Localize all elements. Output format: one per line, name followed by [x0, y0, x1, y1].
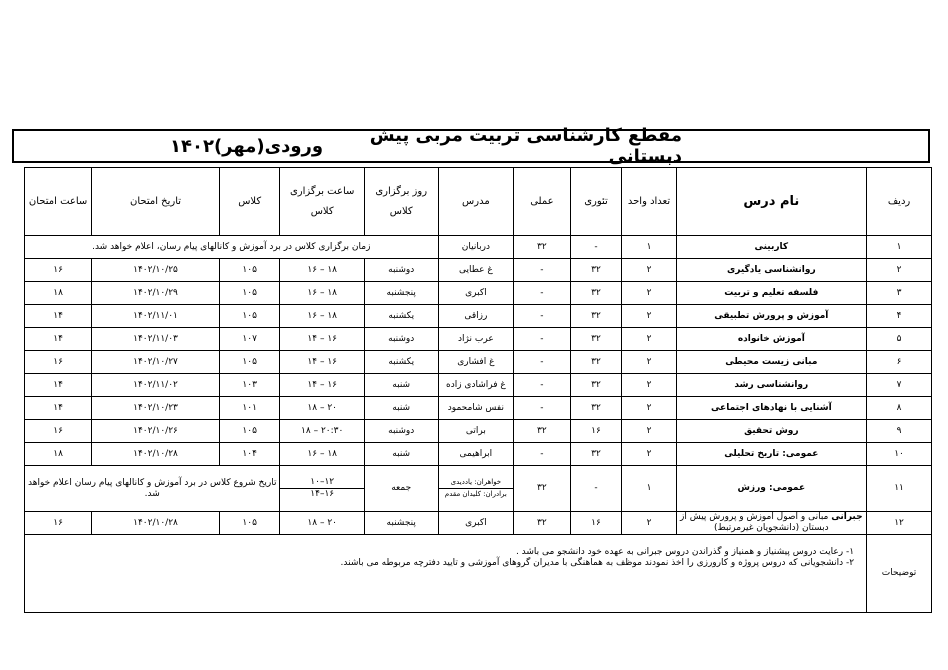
- teacher: براتی: [438, 420, 514, 443]
- course-name: روانشناسی یادگیری: [676, 259, 866, 282]
- class-room: ۱۰۵: [219, 512, 280, 535]
- course-name: مبانی زیست محیطی: [676, 351, 866, 374]
- note-line-2: ۲- دانشجویانی که دروس پروژه و کارورزی را اخذ نمودند موظف به هماهنگی با مدیران گروهای آموزشی و تایید دفترچه مربوطه می باشند.: [340, 558, 855, 568]
- course-name: [676, 512, 866, 535]
- day: پنجشنبه: [364, 512, 438, 535]
- row-number: ۱۱: [867, 466, 932, 512]
- row-number: ۴: [867, 305, 932, 328]
- course-name: کاربینی: [676, 236, 866, 259]
- table-row: [25, 328, 932, 351]
- time: ۱۶ – ۱۴: [280, 351, 364, 374]
- schedule-note: زمان برگزاری کلاس در برد آموزش و کانالهای پیام رسان، اعلام خواهد شد.: [25, 236, 439, 259]
- col-exam-date: تاریخ امتحان: [92, 168, 220, 236]
- day: پنجشنبه: [364, 282, 438, 305]
- time: ۱۸ – ۱۶: [280, 259, 364, 282]
- row-number: ۵: [867, 328, 932, 351]
- theory: ۳۲: [570, 259, 622, 282]
- teacher: غ فراشادی زاده: [438, 374, 514, 397]
- table-row: [25, 305, 932, 328]
- course-name: آموزش و پرورش تطبیقی: [676, 305, 866, 328]
- col-practical: عملی: [514, 168, 570, 236]
- time: ۱۸ – ۱۶: [280, 305, 364, 328]
- col-units: تعداد واحد: [622, 168, 676, 236]
- table-row: [25, 236, 932, 259]
- exam-time: ۱۴: [25, 305, 92, 328]
- teacher: اکبری: [438, 282, 514, 305]
- practical: -: [514, 374, 570, 397]
- teacher-women: خواهران: یادديدی: [439, 477, 514, 489]
- exam-time: ۱۴: [25, 374, 92, 397]
- day: دوشنبه: [364, 328, 438, 351]
- notes-content: [25, 535, 867, 613]
- units: ۲: [622, 512, 676, 535]
- teacher: عرب نژاد: [438, 328, 514, 351]
- note-line-1: ۱- رعایت دروس پیشنیاز و همنیاز و گذراندن دروس جبرانی به عهده خود دانشجو می باشد .: [515, 547, 855, 557]
- units: ۲: [622, 374, 676, 397]
- class-room: ۱۰۷: [219, 328, 280, 351]
- class-room: ۱۰۵: [219, 282, 280, 305]
- practical: -: [514, 443, 570, 466]
- table-row: [25, 443, 932, 466]
- program-title: مقطع کارشناسی تربیت مربی پیش دبستانی: [369, 125, 682, 167]
- theory: ۳۲: [570, 374, 622, 397]
- units: ۲: [622, 282, 676, 305]
- row-number: ۶: [867, 351, 932, 374]
- units: ۲: [622, 443, 676, 466]
- table-row: [25, 374, 932, 397]
- exam-time: ۱۶: [25, 259, 92, 282]
- course-name: آشنایی با نهادهای اجتماعی: [676, 397, 866, 420]
- course-name: آموزش خانواده: [676, 328, 866, 351]
- schedule-table: [24, 167, 932, 613]
- theory: ۱۶: [570, 420, 622, 443]
- practical: -: [514, 282, 570, 305]
- teacher: ابراهیمی: [438, 443, 514, 466]
- table-row: [25, 259, 932, 282]
- practical: ۳۲: [514, 466, 570, 512]
- units: ۲: [622, 397, 676, 420]
- exam-time: ۱۶: [25, 512, 92, 535]
- table-row: [25, 351, 932, 374]
- col-theory: تئوری: [570, 168, 622, 236]
- course-name: عمومی: تاریخ تحلیلی: [676, 443, 866, 466]
- practical: -: [514, 305, 570, 328]
- practical: -: [514, 397, 570, 420]
- class-room: ۱۰۱: [219, 397, 280, 420]
- course-name: روش تحقیق: [676, 420, 866, 443]
- time: ۱۶ – ۱۴: [280, 374, 364, 397]
- exam-date: ۱۴۰۲/۱۰/۲۶: [92, 420, 220, 443]
- teacher: رزاقی: [438, 305, 514, 328]
- teacher: اکبری: [438, 512, 514, 535]
- exam-date: ۱۴۰۲/۱۰/۲۹: [92, 282, 220, 305]
- row-number: ۹: [867, 420, 932, 443]
- table-row: [25, 512, 932, 535]
- teacher-split: [438, 466, 514, 512]
- title-bar: [12, 125, 930, 167]
- teacher: غ عطایی: [438, 259, 514, 282]
- row-number: ۱۲: [867, 512, 932, 535]
- row-number: ۱: [867, 236, 932, 259]
- time-men: ۱۶–۱۴: [310, 489, 335, 499]
- teacher: دربانیان: [438, 236, 514, 259]
- day: دوشنبه: [364, 420, 438, 443]
- theory: ۳۲: [570, 305, 622, 328]
- table-row: [25, 466, 932, 512]
- theory: ۳۲: [570, 328, 622, 351]
- units: ۲: [622, 259, 676, 282]
- time: ۲۰:۳۰ – ۱۸: [280, 420, 364, 443]
- exam-time: ۱۸: [25, 282, 92, 305]
- day: شنبه: [364, 374, 438, 397]
- course-title: مبانی و اصول آموزش و پرورش پیش از دبستان (دانشجویان غیرمرتبط): [680, 512, 829, 533]
- practical: ۳۲: [514, 236, 570, 259]
- day: یکشنبه: [364, 351, 438, 374]
- day: شنبه: [364, 397, 438, 420]
- notes-row: [25, 535, 932, 613]
- exam-date: ۱۴۰۲/۱۰/۲۷: [92, 351, 220, 374]
- theory: -: [570, 466, 622, 512]
- row-number: ۷: [867, 374, 932, 397]
- course-name: فلسفه تعلیم و تربیت: [676, 282, 866, 305]
- exam-date: ۱۴۰۲/۱۰/۲۳: [92, 397, 220, 420]
- exam-time: ۱۴: [25, 397, 92, 420]
- col-exam-time: ساعت امتحان: [25, 168, 92, 236]
- exam-time: ۱۶: [25, 351, 92, 374]
- time: ۱۶ – ۱۴: [280, 328, 364, 351]
- time-split: [280, 466, 364, 512]
- col-row: ردیف: [867, 168, 932, 236]
- teacher: نفس شامحمود: [438, 397, 514, 420]
- units: ۲: [622, 351, 676, 374]
- exam-date: ۱۴۰۲/۱۰/۲۸: [92, 443, 220, 466]
- header-row: [25, 168, 932, 236]
- time: ۱۸ – ۱۶: [280, 282, 364, 305]
- class-room: ۱۰۴: [219, 443, 280, 466]
- time: ۱۸ – ۱۶: [280, 443, 364, 466]
- row-number: ۲: [867, 259, 932, 282]
- exam-date: ۱۴۰۲/۱۰/۲۸: [92, 512, 220, 535]
- units: ۲: [622, 328, 676, 351]
- table-row: [25, 397, 932, 420]
- col-class: کلاس: [219, 168, 280, 236]
- class-room: ۱۰۵: [219, 420, 280, 443]
- class-room: ۱۰۵: [219, 259, 280, 282]
- day: یکشنبه: [364, 305, 438, 328]
- table-row: [25, 420, 932, 443]
- theory: ۳۲: [570, 397, 622, 420]
- row-number: ۸: [867, 397, 932, 420]
- units: ۲: [622, 305, 676, 328]
- row-number: ۱۰: [867, 443, 932, 466]
- units: ۱: [622, 466, 676, 512]
- theory: ۱۶: [570, 512, 622, 535]
- teacher: غ افشاری: [438, 351, 514, 374]
- col-day: روز برگزاری کلاس: [364, 168, 438, 236]
- theory: ۳۲: [570, 351, 622, 374]
- course-name: روانشناسی رشد: [676, 374, 866, 397]
- exam-date: ۱۴۰۲/۱۱/۰۳: [92, 328, 220, 351]
- teacher-men: برادران: کلیدان مقدم: [444, 490, 507, 498]
- exam-date: ۱۴۰۲/۱۱/۰۲: [92, 374, 220, 397]
- theory: ۳۲: [570, 282, 622, 305]
- col-time: ساعت برگزاری کلاس: [280, 168, 364, 236]
- class-room: ۱۰۵: [219, 305, 280, 328]
- exam-time: ۱۸: [25, 443, 92, 466]
- class-room: ۱۰۵: [219, 351, 280, 374]
- row-number: ۳: [867, 282, 932, 305]
- course-name: عمومی: ورزش: [676, 466, 866, 512]
- exam-time: ۱۶: [25, 420, 92, 443]
- practical: -: [514, 259, 570, 282]
- schedule-note: تاریخ شروع کلاس در برد آموزش و کانالهای پیام رسان اعلام خواهد شد.: [25, 466, 280, 512]
- day: دوشنبه: [364, 259, 438, 282]
- intake-label: ورودی(مهر)۱۴۰۲: [170, 135, 324, 157]
- time: ۲۰ – ۱۸: [280, 512, 364, 535]
- practical: ۳۲: [514, 512, 570, 535]
- practical: -: [514, 351, 570, 374]
- exam-date: ۱۴۰۲/۱۰/۲۵: [92, 259, 220, 282]
- compensatory-tag: جبرانی: [831, 512, 863, 522]
- day: جمعه: [364, 466, 438, 512]
- class-room: ۱۰۳: [219, 374, 280, 397]
- time: ۲۰ – ۱۸: [280, 397, 364, 420]
- theory: ۳۲: [570, 443, 622, 466]
- exam-date: ۱۴۰۲/۱۱/۰۱: [92, 305, 220, 328]
- time-women: ۱۲–۱۰: [280, 477, 363, 489]
- practical: ۳۲: [514, 420, 570, 443]
- table-row: [25, 282, 932, 305]
- practical: -: [514, 328, 570, 351]
- theory: -: [570, 236, 622, 259]
- day: شنبه: [364, 443, 438, 466]
- exam-time: ۱۴: [25, 328, 92, 351]
- col-course: نام درس: [676, 168, 866, 236]
- col-teacher: مدرس: [438, 168, 514, 236]
- units: ۱: [622, 236, 676, 259]
- notes-label: توضیحات: [867, 535, 932, 613]
- units: ۲: [622, 420, 676, 443]
